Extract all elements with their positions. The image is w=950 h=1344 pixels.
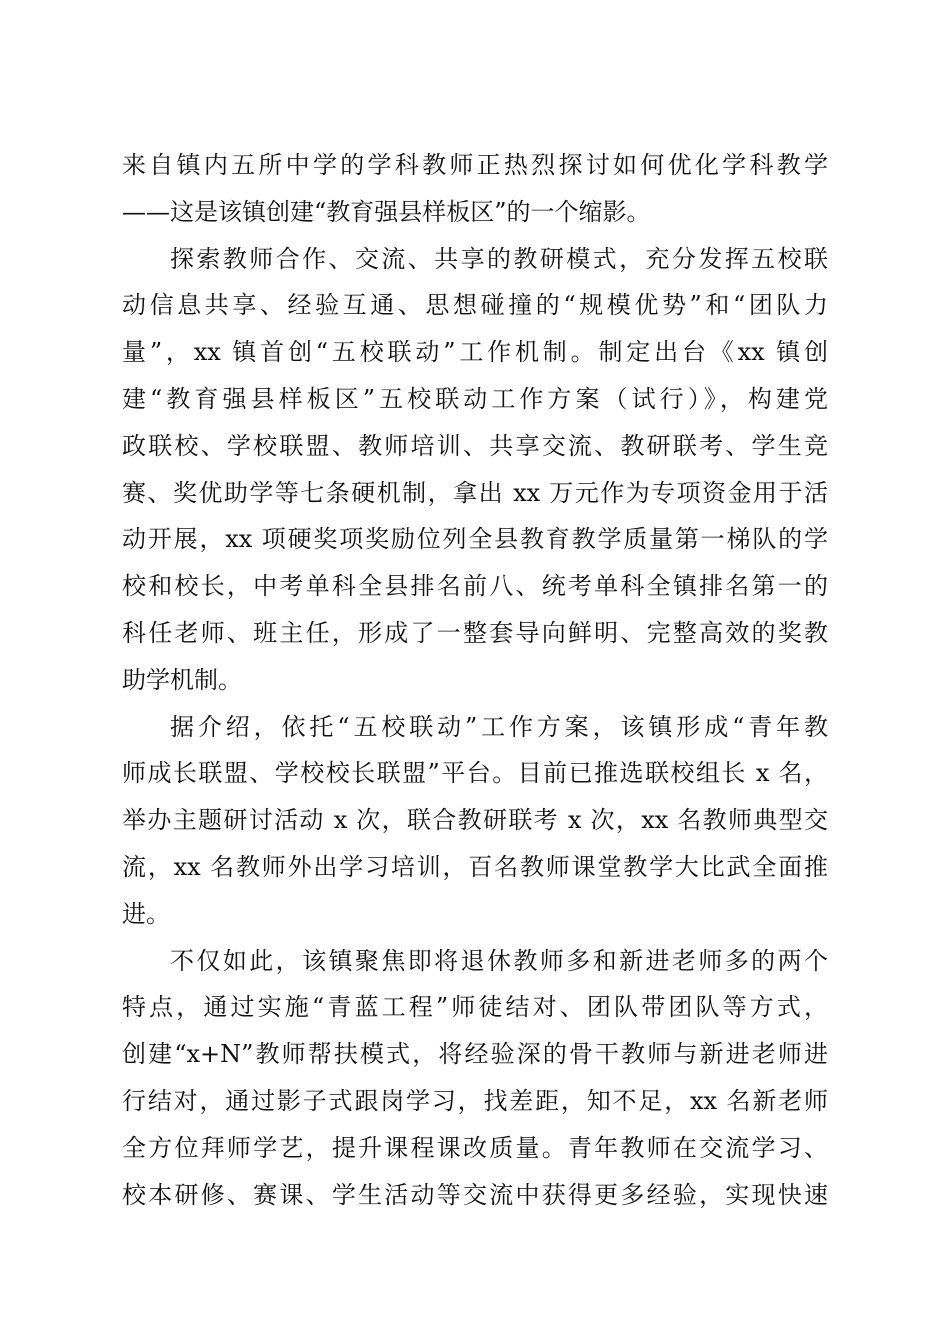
paragraph-3-line-1: 据介绍，依托“五校联动”工作方案，该镇形成“青年教 bbox=[170, 712, 828, 741]
paragraph-2-line-3: 量”，xx 镇首创“五校联动”工作机制。制定出台《xx 镇创 bbox=[122, 338, 828, 367]
paragraph-2-line-9: 科任老师、班主任，形成了一整套导向鲜明、完整高效的奖教 bbox=[122, 618, 828, 647]
paragraph-2-line-8: 校和校长，中考单科全县排名前八、统考单科全镇排名第一的 bbox=[122, 572, 828, 601]
paragraph-2-line-5: 政联校、学校联盟、教师培训、共享交流、教研联考、学生竞 bbox=[122, 431, 828, 460]
paragraph-1-line-2: ——这是该镇创建“教育强县样板区”的一个缩影。 bbox=[122, 197, 651, 226]
paragraph-2-line-7: 动开展，xx 项硬奖项奖励位列全县教育教学质量第一梯队的学 bbox=[122, 525, 828, 554]
paragraph-4-line-1: 不仅如此，该镇聚焦即将退休教师多和新进老师多的两个 bbox=[170, 946, 828, 975]
paragraph-2-line-1: 探索教师合作、交流、共享的教研模式，充分发挥五校联 bbox=[170, 244, 828, 273]
paragraph-4-line-6: 校本研修、赛课、学生活动等交流中获得更多经验，实现快速 bbox=[122, 1180, 828, 1209]
paragraph-2-line-6: 赛、奖优助学等七条硬机制，拿出 xx 万元作为专项资金用于活 bbox=[122, 478, 828, 507]
paragraph-3-line-2: 师成长联盟、学校校长联盟”平台。目前已推选联校组长 x 名， bbox=[122, 759, 828, 788]
paragraph-1-line-1: 来自镇内五所中学的学科教师正热烈探讨如何优化学科教学 bbox=[122, 151, 828, 179]
paragraph-2-line-2: 动信息共享、经验互通、思想碰撞的“规模优势”和“团队力 bbox=[122, 291, 828, 320]
paragraph-3-line-5: 进。 bbox=[122, 899, 170, 928]
paragraph-2-line-4: 建“教育强县样板区”五校联动工作方案（试行）》，构建党 bbox=[122, 384, 828, 413]
paragraph-4-line-3: 创建“x+N”教师帮扶模式，将经验深的骨干教师与新进老师进 bbox=[122, 1040, 828, 1069]
paragraph-3-line-4: 流，xx 名教师外出学习培训，百名教师课堂教学大比武全面推 bbox=[122, 852, 828, 881]
paragraph-3-line-3: 举办主题研讨活动 x 次，联合教研联考 x 次，xx 名教师典型交 bbox=[122, 806, 828, 835]
paragraph-4-line-2: 特点，通过实施“青蓝工程”师徒结对、团队带团队等方式， bbox=[122, 993, 828, 1022]
paragraph-2-line-10: 助学机制。 bbox=[122, 665, 242, 694]
paragraph-4-line-5: 全方位拜师学艺，提升课程课改质量。青年教师在交流学习、 bbox=[122, 1133, 828, 1162]
paragraph-4-line-4: 行结对，通过影子式跟岗学习，找差距，知不足，xx 名新老师 bbox=[122, 1086, 828, 1115]
body-text bbox=[122, 142, 828, 1218]
